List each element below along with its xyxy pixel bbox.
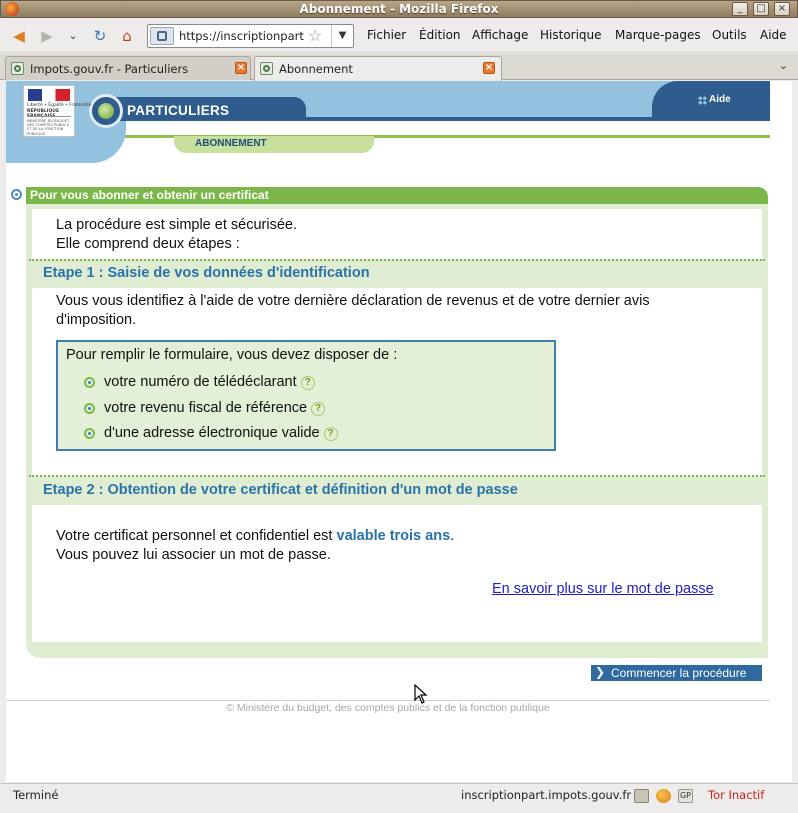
step1-title: Etape 1 : Saisie de vos données d'identification [43, 265, 370, 281]
step2-text: Votre certificat personnel et confidentiel est valable trois ans. Vous pouvez lui associer un mot de passe. [56, 528, 455, 563]
help-label[interactable]: Aide [709, 94, 731, 105]
tab-label: Abonnement [279, 62, 353, 76]
requirement-item: votre numéro de télédéclarant ? [104, 374, 315, 390]
tab-bar [0, 54, 798, 80]
help-question-icon[interactable]: ? [324, 427, 338, 441]
help-question-icon[interactable]: ? [301, 376, 315, 390]
close-window-button[interactable]: × [774, 2, 790, 16]
tab-abonnement[interactable] [254, 56, 502, 81]
home-icon[interactable]: ⌂ [122, 27, 132, 45]
section-emblem-icon [89, 94, 123, 128]
subnav-label: ABONNEMENT [195, 138, 267, 149]
requirement-item: votre revenu fiscal de référence ? [104, 400, 325, 416]
republique-francaise-logo[interactable]: Liberté • Égalité • Fraternité RÉPUBLIQUE MINISTÈRE DU BUDGET, DES COMPTES PUBLICS ET DE LA FONCTION PUBLIQUE [23, 85, 75, 137]
reload-icon[interactable]: ↻ [93, 27, 107, 45]
section-heading: Pour vous abonner et obtenir un certificat [30, 188, 269, 202]
subnav-abonnement [174, 136, 374, 153]
help-link[interactable] [652, 81, 770, 117]
close-tab-icon[interactable]: × [236, 62, 246, 73]
divider [29, 259, 765, 261]
chevron-right-icon: ❯ [595, 665, 606, 679]
cookie-icon[interactable] [656, 789, 671, 803]
tab-list-chevron-icon[interactable]: ⌄ [778, 59, 788, 72]
window-title: Abonnement - Mozilla Firefox [299, 2, 499, 16]
section-bullet-icon [11, 189, 22, 200]
menu-aide[interactable]: Aide [760, 28, 787, 42]
bullet-icon [84, 403, 95, 414]
start-procedure-label[interactable]: Commencer la procédure [611, 666, 747, 680]
history-dropdown-icon[interactable]: ⌄ [68, 29, 78, 42]
menu-affichage[interactable]: Affichage [472, 28, 529, 42]
favicon-icon [11, 62, 24, 75]
intro-text: La procédure est simple et sécurisée. Elle comprend deux étapes : [56, 217, 297, 252]
tab-label: Impots.gouv.fr - Particuliers [30, 62, 189, 76]
navigation-toolbar [0, 19, 798, 53]
lock-icon[interactable] [634, 789, 649, 803]
menu-edition[interactable]: Édition [419, 28, 461, 42]
section-heading-bar [26, 187, 768, 204]
divider [29, 475, 765, 477]
window-titlebar [0, 0, 798, 18]
help-question-icon[interactable]: ? [311, 402, 325, 416]
close-tab-icon[interactable]: × [484, 62, 494, 73]
start-procedure-button[interactable] [591, 665, 762, 681]
status-bar [0, 783, 798, 813]
status-text: Terminé [13, 788, 59, 802]
page-footer: © Ministère du budget, des comptes publics et de la fonction publique [226, 702, 550, 714]
tab-impots-particuliers[interactable] [5, 56, 251, 80]
site-identity-icon[interactable] [150, 27, 174, 45]
page-scrollbar-area [770, 81, 792, 782]
page-content [6, 81, 770, 782]
back-arrow-icon[interactable]: ◀ [13, 27, 25, 45]
favicon-icon [260, 62, 273, 75]
dots-icon [698, 96, 707, 105]
requirements-box [56, 340, 556, 451]
step2-title: Etape 2 : Obtention de votre certificat et définition d'un mot de passe [43, 482, 518, 498]
menu-marque-pages[interactable]: Marque-pages [615, 28, 701, 42]
bullet-icon [84, 428, 95, 439]
url-bar[interactable] [147, 24, 354, 48]
menu-outils[interactable]: Outils [712, 28, 747, 42]
gp-icon[interactable]: GP [678, 789, 693, 803]
password-info-link[interactable]: En savoir plus sur le mot de passe [492, 581, 714, 597]
requirements-title: Pour remplir le formulaire, vous devez disposer de : [66, 347, 398, 363]
maximize-button[interactable]: □ [753, 2, 769, 16]
bullet-icon [84, 377, 95, 388]
url-dropdown-icon[interactable]: ▼ [331, 25, 353, 47]
url-text[interactable]: https://inscriptionpart [179, 29, 304, 43]
bookmark-star-icon[interactable]: ☆ [308, 26, 323, 45]
site-header [6, 81, 770, 163]
requirement-item: d'une adresse électronique valide ? [104, 425, 338, 441]
menu-fichier[interactable]: Fichier [367, 28, 407, 42]
step1-text: Vous vous identifiez à l'aide de votre dernière déclaration de revenus et de votre dernier avis d'imposition. [56, 293, 650, 328]
status-host: inscriptionpart.impots.gouv.fr [461, 788, 632, 802]
menu-historique[interactable]: Historique [540, 28, 602, 42]
tor-status[interactable]: Tor Inactif [708, 788, 765, 802]
section-title: PARTICULIERS [127, 103, 230, 118]
minimize-button[interactable]: _ [732, 2, 748, 16]
forward-arrow-icon[interactable]: ▶ [41, 27, 53, 45]
